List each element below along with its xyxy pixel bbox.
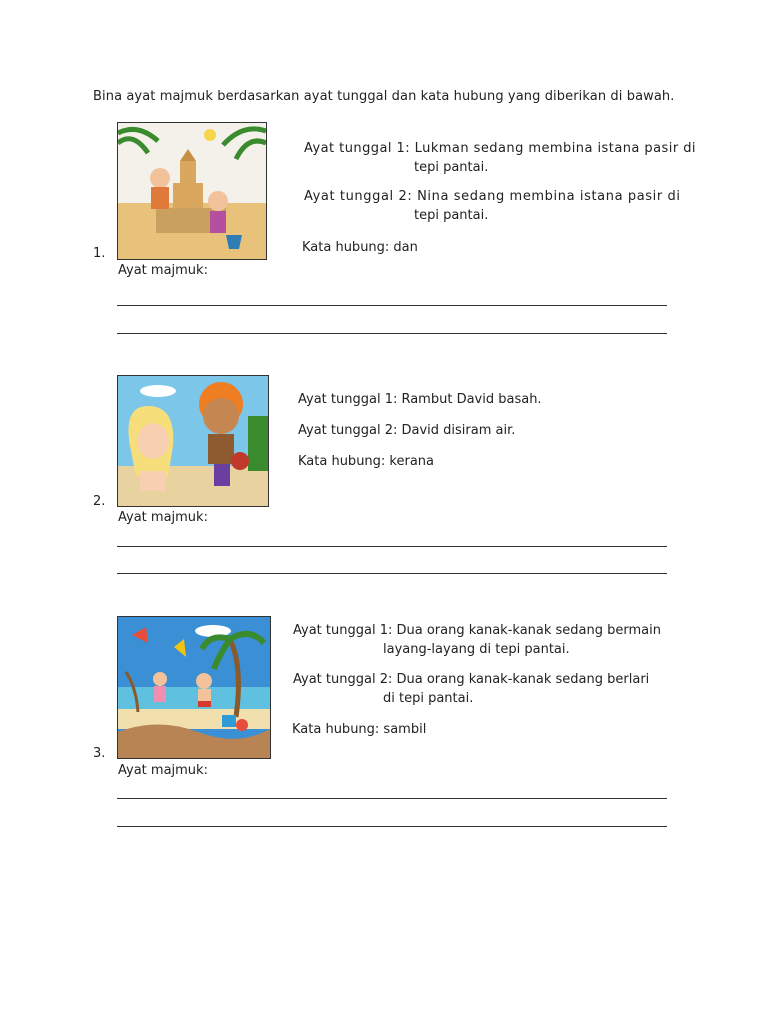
ayat-majmuk-label: Ayat majmuk:: [118, 263, 208, 278]
ayat-tunggal-2: Ayat tunggal 2: David disiram air.: [298, 423, 516, 438]
answer-line[interactable]: [117, 333, 667, 334]
ayat-majmuk-label: Ayat majmuk:: [118, 763, 208, 778]
ayat-tunggal-1: Ayat tunggal 1: Lukman sedang membina istana pasir di: [304, 141, 696, 156]
ayat-tunggal-1-cont: tepi pantai.: [414, 160, 489, 175]
ayat-tunggal-2: Ayat tunggal 2: Dua orang kanak-kanak sedang berlari: [293, 672, 650, 687]
question-number: 3.: [93, 746, 106, 761]
instruction: Bina ayat majmuk berdasarkan ayat tunggal dan kata hubung yang diberikan di bawah.: [93, 89, 675, 104]
answer-line[interactable]: [117, 826, 667, 827]
kite-beach-illustration: [117, 616, 271, 759]
ayat-tunggal-2-cont: tepi pantai.: [414, 208, 489, 223]
answer-line[interactable]: [117, 546, 667, 547]
kata-hubung: Kata hubung: sambil: [292, 722, 427, 737]
ayat-tunggal-1: Ayat tunggal 1: Dua orang kanak-kanak sedang bermain: [293, 623, 661, 638]
ayat-tunggal-2-cont: di tepi pantai.: [383, 691, 474, 706]
answer-line[interactable]: [117, 798, 667, 799]
kata-hubung: Kata hubung: kerana: [298, 454, 435, 469]
answer-line[interactable]: [117, 305, 667, 306]
ayat-tunggal-2: Ayat tunggal 2: Nina sedang membina istana pasir di: [304, 189, 681, 204]
ayat-tunggal-1-cont: layang-layang di tepi pantai.: [383, 642, 570, 657]
question-number: 1.: [93, 246, 106, 261]
ayat-tunggal-1: Ayat tunggal 1: Rambut David basah.: [298, 392, 542, 407]
answer-line[interactable]: [117, 573, 667, 574]
kata-hubung: Kata hubung: dan: [302, 240, 418, 255]
ayat-majmuk-label: Ayat majmuk:: [118, 510, 208, 525]
sandcastle-illustration: [117, 122, 267, 260]
question-number: 2.: [93, 494, 106, 509]
beach-boys-illustration: [117, 375, 269, 507]
